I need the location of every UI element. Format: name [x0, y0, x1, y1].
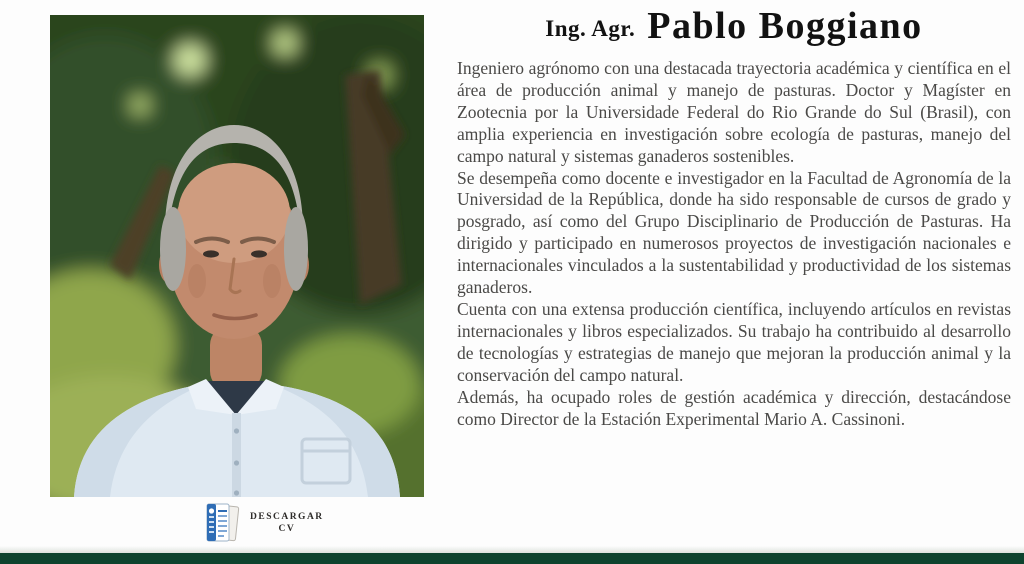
title-name: Pablo Boggiano — [647, 5, 923, 47]
bio-paragraph: Cuenta con una extensa producción científica, incluyendo artículos en revistas internacionales y libros especializados. Su trabajo ha contribuido al desarrollo de tecnologías y estrategias de manejo que mejoran la producción animal y la conservación del campo natural. — [457, 298, 1011, 385]
portrait-illustration — [50, 15, 424, 497]
cv-document-icon — [204, 502, 240, 544]
bio-paragraph: Ingeniero agrónomo con una destacada trayectoria académica y científica en el área de producción animal y manejo de pasturas. Doctor y Magíster en Zootecnia por la Universidade Federal do Rio Grande do Sul (Brasil), con amplia experiencia en investigación sobre ecología de pasturas, manejo del campo natural y sistemas ganaderos sostenibles. — [457, 58, 1011, 166]
title-prefix: Ing. Agr. — [545, 16, 636, 41]
content-column — [457, 4, 1011, 430]
bio-paragraph: Además, ha ocupado roles de gestión académica y dirección, destacándose como Director de la Estación Experimental Mario A. Cassinoni. — [457, 386, 1011, 429]
bio-text — [457, 58, 1011, 430]
page-title — [457, 4, 1011, 48]
download-cv-button[interactable] — [204, 502, 324, 544]
download-cv-label — [250, 511, 324, 535]
download-cv-label-line1: DESCARGAR — [250, 512, 324, 522]
download-cv-label-line2: CV — [278, 524, 296, 534]
footer-bar — [0, 553, 1024, 564]
footer-bar-shadow — [0, 546, 1024, 553]
bio-paragraph: Se desempeña como docente e investigador en la Facultad de Agronomía de la Universidad de la República, donde ha sido responsable de cursos de grado y posgrado, así como del Grupo Disciplinario de Producción de Pasturas. Ha dirigido y participado en numerosos proyectos de investigación nacionales e internacionales vinculados a la sustentabilidad y productividad de los sistemas ganaderos. — [457, 167, 1011, 298]
profile-photo — [50, 15, 424, 497]
